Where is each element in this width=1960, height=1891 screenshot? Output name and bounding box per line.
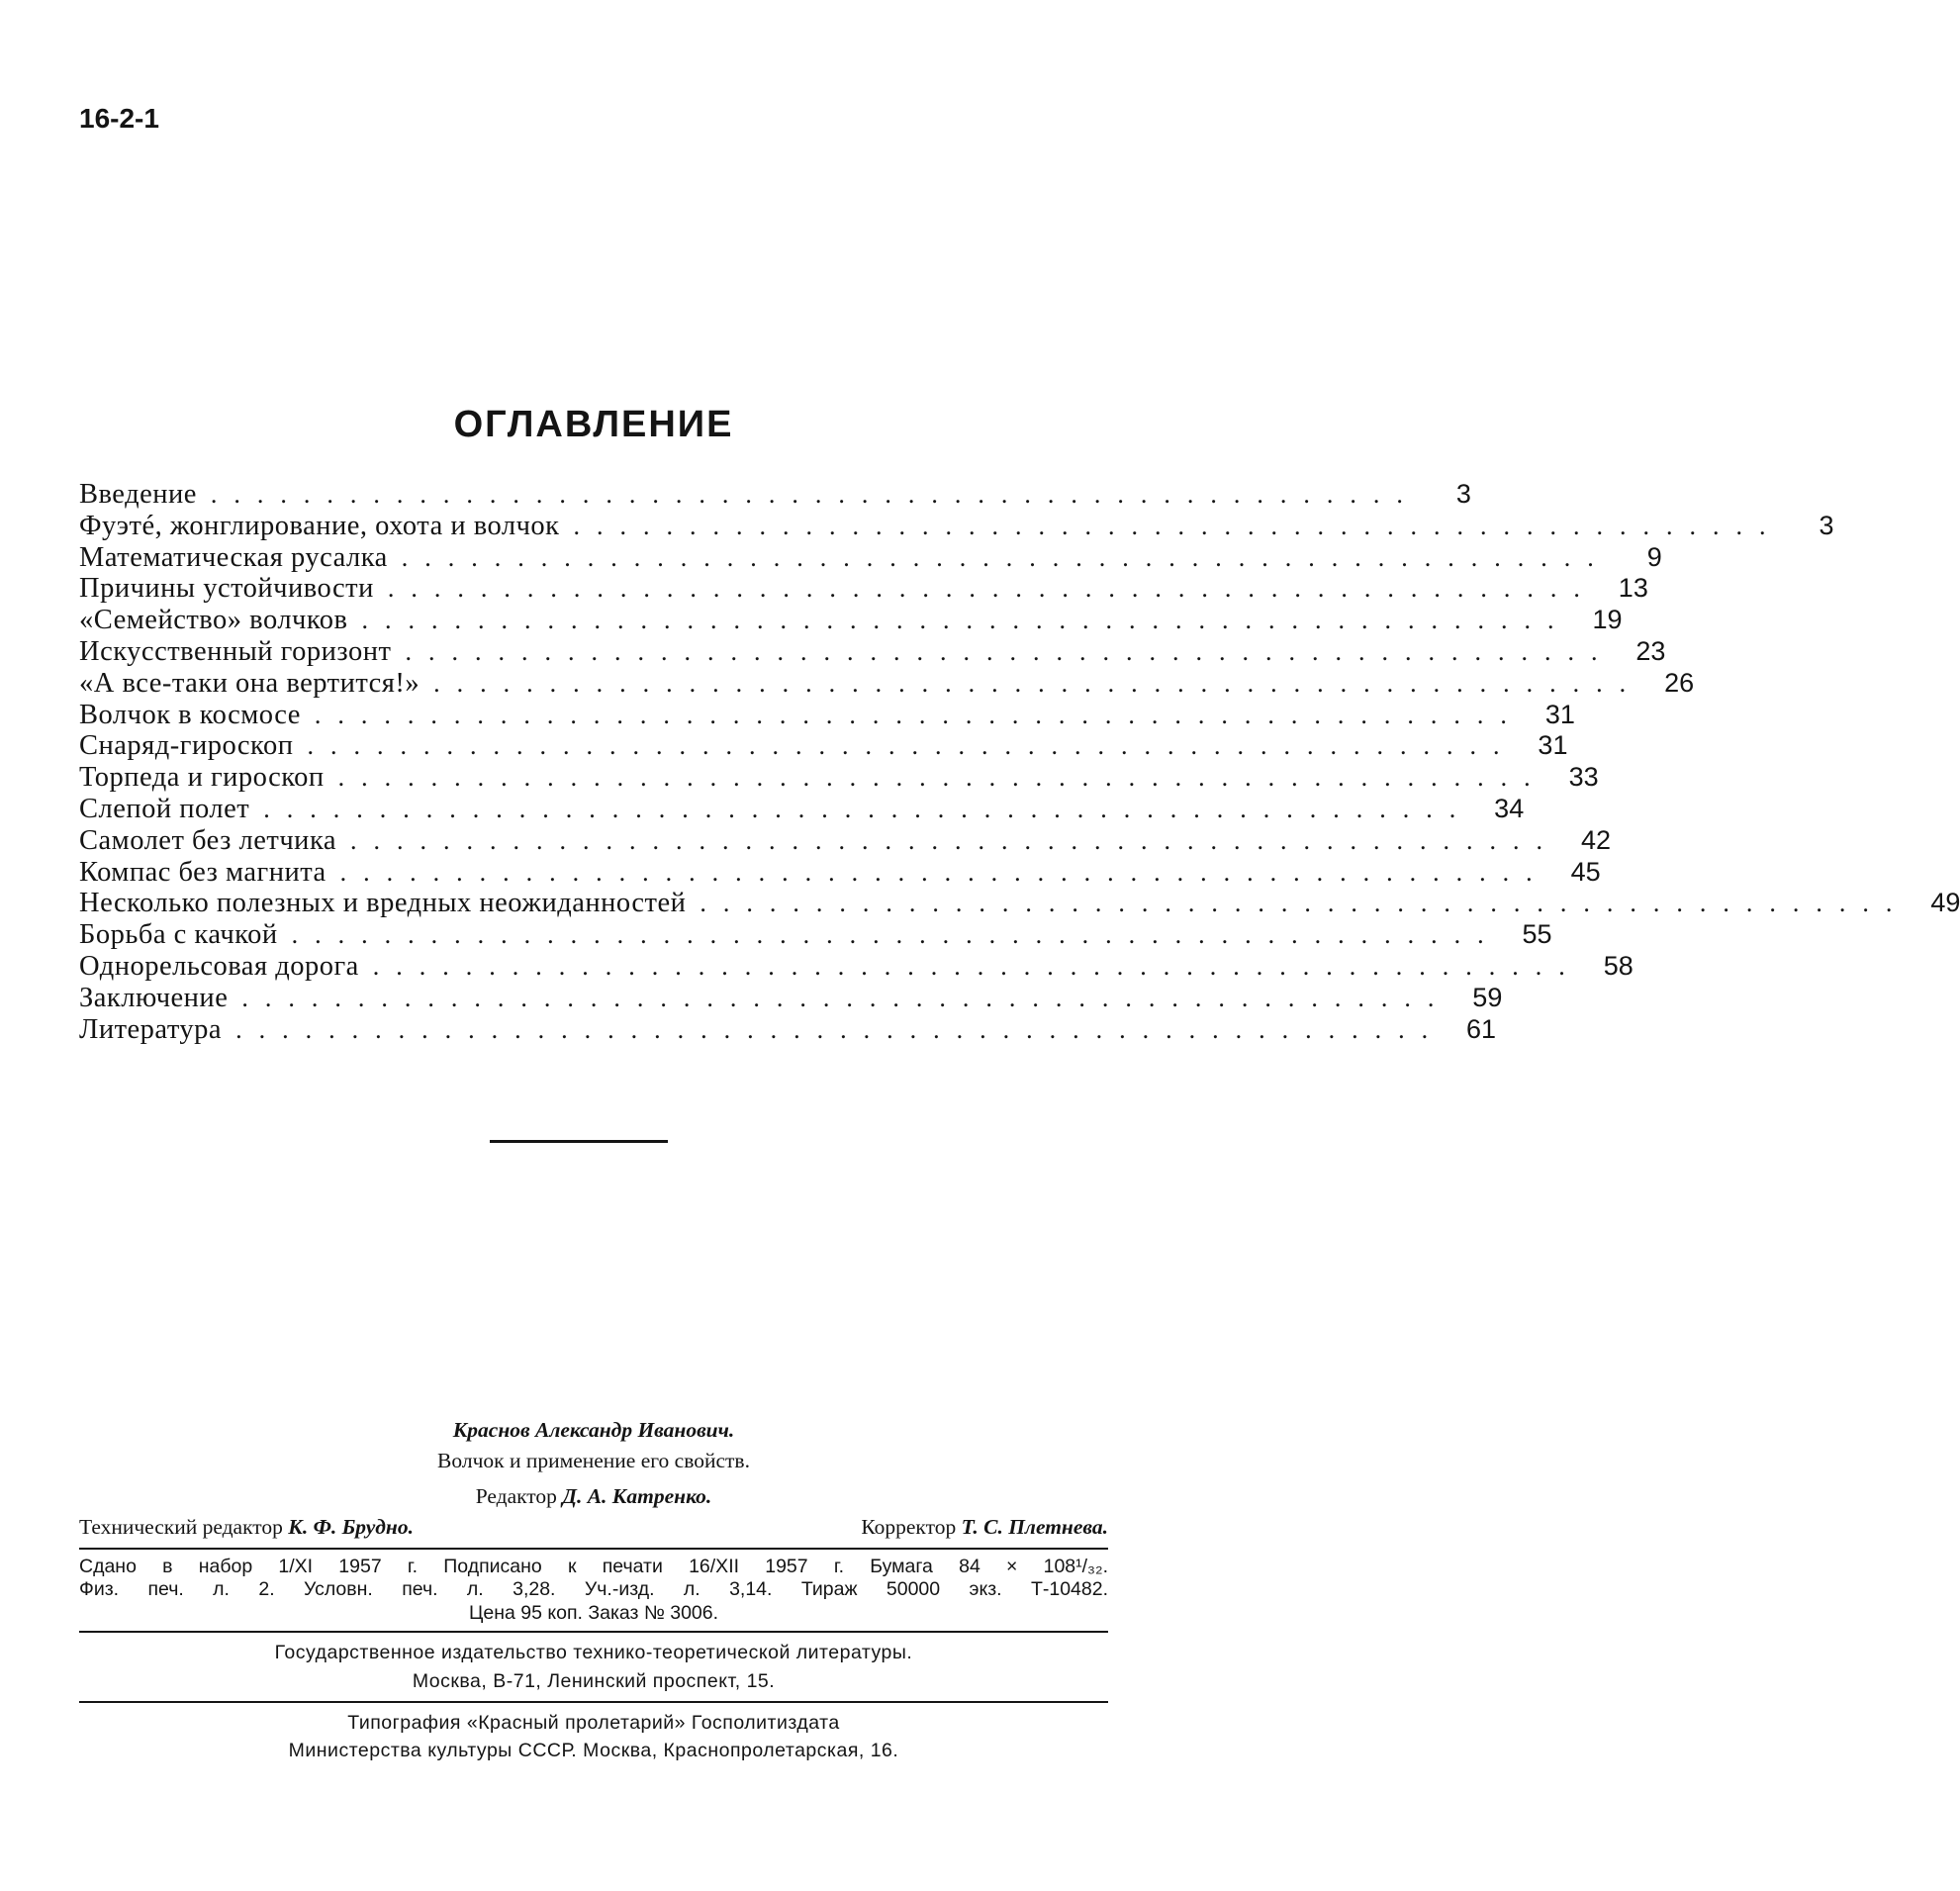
colophon [79, 1415, 1108, 1764]
print-details-line: Сдано в набор 1/XI 1957 г. Подписано к печати 16/XII 1957 г. Бумага 84 × 108¹/₃₂. [79, 1556, 1108, 1578]
toc-entry-title: Заключение [79, 982, 229, 1013]
toc-entry-page: 42 [1580, 824, 1612, 855]
toc-entry-title: Искусственный горизонт [79, 635, 392, 667]
toc-entry-title: «Семейство» волчков [79, 605, 348, 636]
toc-entry-page: 49 [1930, 888, 1960, 918]
toc-entry [79, 541, 1662, 574]
toc-entry-title: Волчок в космосе [79, 699, 301, 730]
toc-entry [79, 824, 1612, 857]
toc-entry-page: 33 [1568, 762, 1599, 793]
toc-entry-page: 34 [1494, 793, 1525, 823]
toc-leader-dots: .................................................... [314, 700, 1524, 729]
toc-leader-dots: .................................................... [307, 731, 1517, 761]
toc-entry [79, 762, 1599, 794]
toc-entry [79, 950, 1633, 983]
publisher-address: Москва, В-71, Ленинский проспект, 15. [412, 1669, 776, 1692]
toc-entry [79, 699, 1575, 731]
toc-entry-title: Снаряд-гироскоп [79, 730, 294, 762]
toc-entry-page: 58 [1603, 950, 1633, 981]
tech-editor-name: К. Ф. Брудно. [288, 1514, 414, 1539]
corrector-label: Корректор [861, 1514, 957, 1539]
toc-entry-title: Введение [79, 479, 197, 510]
toc-entry-page: 13 [1618, 573, 1648, 604]
toc-entry [79, 888, 1960, 919]
toc-leader-dots: .................................................... [210, 480, 1420, 509]
toc-leader-dots: .................................................... [433, 668, 1643, 698]
editor-name: Д. А. Катренко. [562, 1484, 712, 1509]
toc-leader-dots: .................................................... [387, 574, 1597, 604]
toc-entry [79, 793, 1525, 825]
toc-entry [79, 856, 1601, 889]
credits-line [79, 1512, 1108, 1543]
print-details [79, 1556, 1108, 1625]
toc-leader-dots: .................................................... [700, 889, 1910, 918]
toc-entry-title: Литература [79, 1013, 223, 1045]
print-details-line: Физ. печ. л. 2. Условн. печ. л. 3,28. Уч.-изд. л. 3,14. Тираж 50000 экз. Т-10482. [79, 1578, 1108, 1601]
section-divider [490, 1140, 668, 1143]
toc-entry-page: 3 [1819, 510, 1834, 540]
index-code: 16-2-1 [79, 103, 159, 134]
toc-leader-dots: .................................................... [372, 951, 1582, 981]
toc-entry-title: Математическая русалка [79, 541, 388, 573]
toc-entry [79, 919, 1552, 951]
toc-entry-page: 59 [1472, 982, 1503, 1012]
toc-entry-title: Слепой полет [79, 793, 250, 824]
book-title: Волчок и применение его свойств. [437, 1448, 750, 1472]
toc-entry-page: 31 [1544, 699, 1575, 729]
toc-entry-title: Самолет без летчика [79, 824, 337, 856]
tech-editor-label: Технический редактор [79, 1514, 283, 1539]
toc-entry [79, 573, 1648, 605]
tech-editor [79, 1512, 414, 1543]
toc-entry-page: 45 [1570, 856, 1601, 887]
toc-entry-page: 9 [1646, 541, 1662, 572]
corrector-name: Т. С. Плетнева. [961, 1514, 1108, 1539]
printer-address: Министерства культуры СССР. Москва, Краснопролетарская, 16. [288, 1740, 899, 1762]
toc-entry [79, 982, 1503, 1014]
toc-entry-title: Несколько полезных и вредных неожиданностей [79, 888, 687, 919]
editor-line [79, 1481, 1108, 1512]
toc-leader-dots: .................................................... [573, 511, 1783, 540]
toc-entry-page: 61 [1466, 1013, 1497, 1044]
toc-entry-page: 23 [1635, 635, 1666, 666]
author-name: Краснов Александр Иванович. [452, 1418, 735, 1442]
price-line: Цена 95 коп. Заказ № 3006. [468, 1601, 719, 1624]
publisher-name: Государственное издательство технико-теоретической литературы. [274, 1642, 913, 1664]
toc-entry-page: 55 [1522, 919, 1552, 950]
toc-entry-page: 3 [1455, 479, 1471, 509]
toc-leader-dots: .................................................... [241, 983, 1451, 1012]
toc-leader-dots: .................................................... [337, 763, 1547, 793]
toc-leader-dots: .................................................... [263, 794, 1473, 823]
toc-leader-dots: .................................................... [405, 636, 1615, 666]
toc-entry [79, 1013, 1497, 1046]
toc-leader-dots: .................................................... [361, 606, 1571, 635]
toc-entry [79, 510, 1834, 542]
toc-leader-dots: .................................................... [350, 825, 1560, 855]
toc-entry [79, 635, 1666, 668]
toc-entry [79, 730, 1568, 762]
horizontal-rule [79, 1701, 1108, 1703]
toc-leader-dots: .................................................... [291, 920, 1501, 950]
toc-entry-title: Торпеда и гироскоп [79, 762, 325, 794]
toc-entry-title: Однорельсовая дорога [79, 950, 359, 982]
toc-entry-title: «А все-таки она вертится!» [79, 667, 420, 699]
horizontal-rule [79, 1631, 1108, 1633]
toc-entry-page: 26 [1664, 667, 1695, 698]
page-title: ОГЛАВЛЕНИЕ [453, 404, 734, 445]
toc-entry-title: Причины устойчивости [79, 573, 374, 605]
toc-entry [79, 479, 1471, 511]
toc-entry-title: Борьба с качкой [79, 919, 278, 951]
toc-entry-title: Фуэтé, жонглирование, охота и волчок [79, 510, 560, 541]
toc-entry [79, 605, 1623, 636]
toc-entry [79, 667, 1695, 700]
toc-entry-page: 31 [1538, 730, 1568, 761]
printer-info [79, 1709, 1108, 1765]
horizontal-rule [79, 1548, 1108, 1550]
toc-leader-dots: .................................................... [235, 1014, 1446, 1044]
toc-leader-dots: .................................................... [401, 542, 1611, 572]
toc-entry-title: Компас без магнита [79, 856, 327, 888]
printer-name: Типография «Красный пролетарий» Госполитиздата [347, 1711, 840, 1734]
editor-label: Редактор [475, 1484, 557, 1509]
table-of-contents [79, 479, 1960, 1045]
publisher-info [79, 1639, 1108, 1695]
toc-entry-page: 19 [1592, 605, 1623, 635]
corrector [861, 1512, 1108, 1543]
toc-leader-dots: .................................................... [339, 857, 1549, 887]
